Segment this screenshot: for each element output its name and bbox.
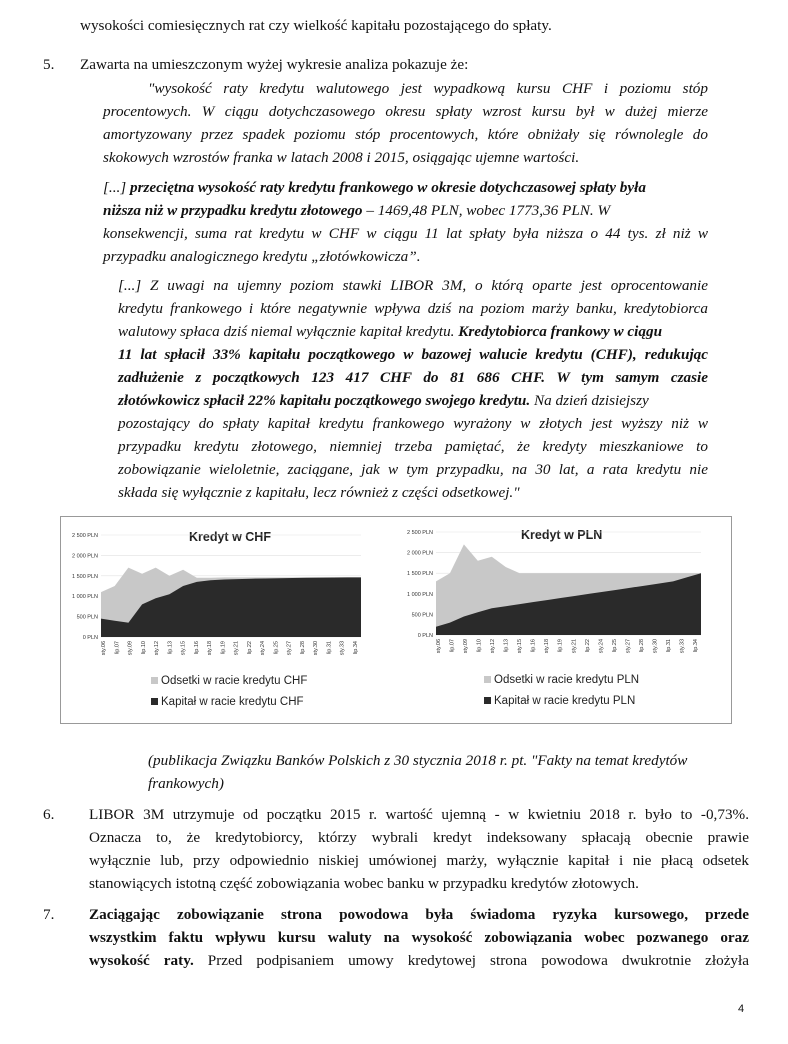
x-tick-label: sty.27 [286,641,293,656]
legend-swatch [484,676,491,683]
y-tick-label: 2 000 PLN [72,553,98,560]
source-citation: (publikacja Związku Banków Polskich z 30 stycznia 2018 r. pt. "Fakty na temat kredytów [148,752,688,769]
legend-label: Odsetki w racie kredytu PLN [494,674,640,686]
quote-line: procentowych. W ciągu dotychczasowego okresu spłaty wzrost kursu był w dużej mierze [103,103,708,120]
x-tick-label: lip.13 [503,639,510,653]
paragraph-intro: Zawarta na umieszczonym wyżej wykresie analiza pokazuje że: [80,56,469,73]
quote-line [103,202,610,220]
quote-line: 11 lat spłacił 33% kapitału początkowego w bazowej walucie kredytu (CHF), redukując [118,346,708,363]
paragraph-line: LIBOR 3M utrzymuje od początku 2015 r. wartość ujemną - w kwietniu 2018 r. było to -0,73%. [89,806,749,823]
quote-line: kredytu frankowego i które negatywnie wpływa dziś na poziom marży banku, kredytobiorca [118,300,708,317]
x-tick-label: sty.12 [490,639,497,654]
quote-text: Na dzień dzisiejszy [530,392,649,409]
x-tick-label: sty.06 [436,639,442,654]
y-tick-label: 1 500 PLN [407,571,433,578]
x-tick-label: sty.21 [571,639,578,654]
figure-charts [60,516,732,724]
legend-label: Kapitał w racie kredytu PLN [494,695,636,707]
text-line: wysokości comiesięcznych rat czy wielkość kapitału pozostającego do spłaty. [80,17,552,34]
chart-title: Kredyt w PLN [521,528,603,542]
quote-ellipsis: [...] [103,179,131,196]
y-tick-label: 0 PLN [417,633,433,639]
x-tick-label: lip.13 [167,641,174,655]
x-tick-label: sty.09 [127,641,134,656]
x-tick-label: sty.12 [154,641,161,656]
x-tick-label: lip.19 [557,639,564,653]
x-tick-label: sty.24 [260,641,267,656]
x-tick-label: lip.34 [353,641,359,655]
quote-line: pozostający do spłaty kapitał kredytu frankowego wyrażony w złotych jest wyższy niż w [118,415,708,432]
x-tick-label: lip.22 [584,639,591,653]
x-tick-label: sty.30 [313,641,320,656]
x-tick-label: sty.27 [625,639,632,654]
x-tick-label: sty.06 [101,641,107,656]
x-tick-label: lip.07 [114,641,121,655]
quote-text: – 1469,48 PLN, wobec 1773,36 PLN. W [362,202,611,219]
paragraph-line: Oznacza to, że kredytobiorcy, którzy wybrali kredyt indeksowany spłacają obecnie prawie [89,829,749,846]
x-tick-label: sty.33 [339,641,346,656]
legend-swatch [484,697,491,704]
quote-line: konsekwencji, suma rat kredytu w CHF w ciągu 11 lat spłaty była niższa o 44 tys. zł niż w [103,225,708,242]
legend-label: Kapitał w racie kredytu CHF [161,696,304,708]
x-tick-label: lip.25 [273,641,280,655]
page-number: 4 [738,1003,745,1015]
quote-emphasis: przeciętna wysokość raty kredytu frankowego w okresie dotychczasowej spłaty była [130,179,646,196]
x-tick-label: lip.34 [693,639,699,653]
x-tick-label: lip.16 [530,639,537,653]
paragraph-text: Przed podpisaniem umowy kredytowej strona powodowa dwukrotnie złożyła [193,952,749,969]
plot-area [72,533,361,655]
quote-line: zadłużenie z początkowych 123 417 CHF do 81 686 CHF. W tym samym czasie [118,369,708,386]
y-tick-label: 1 500 PLN [72,573,98,580]
legend-label: Odsetki w racie kredytu CHF [161,675,308,687]
x-tick-label: lip.19 [220,641,227,655]
plot-area [407,530,701,653]
x-tick-label: lip.25 [611,639,618,653]
quote-line [118,392,649,410]
quote-line: skokowych wzrostów franka w latach 2008 i 2015, osiągając ujemne wartości. [103,149,580,166]
quote-emphasis: złotówkowicz spłacił 22% kapitału początkowego swojego kredytu. [118,392,531,409]
paragraph-line: wszystkim faktu wpływu kursu waluty na wysokość zobowiązania wobec pozwanego oraz [89,929,749,946]
quote-line: amortyzowany przez spadek poziomu stóp procentowych, które obniżały się równolegle do [103,126,708,143]
x-tick-label: lip.28 [299,641,306,655]
paragraph-line: stanowiących istotną część zobowiązania wobec banku w przypadku kredytów złotowych. [89,875,639,892]
y-tick-label: 1 000 PLN [407,591,433,598]
legend-swatch [151,698,158,705]
chart-title: Kredyt w CHF [189,530,271,544]
y-tick-label: 2 500 PLN [72,533,98,539]
x-tick-label: sty.09 [463,639,470,654]
quote-line: "wysokość raty kredytu walutowego jest wypadkową kursu CHF i poziomu stóp [148,80,708,97]
x-tick-label: sty.18 [544,639,551,654]
chart-pln [396,517,731,723]
x-tick-label: lip.31 [326,641,333,655]
y-tick-label: 2 500 PLN [407,530,433,536]
x-tick-label: lip.07 [449,639,456,653]
quote-line: składa się wyłącznie z kapitału, lecz również z części odsetkowej." [118,484,520,501]
y-tick-label: 500 PLN [76,614,98,621]
x-tick-label: sty.30 [652,639,659,654]
x-tick-label: sty.15 [517,639,524,654]
x-tick-label: lip.10 [476,639,483,653]
paragraph-line: wyłącznie lub, przy odpowiednio niskiej umówionej marży, wyłącznie kapitał i nie płacą odsetek [89,852,749,869]
y-tick-label: 0 PLN [82,635,98,641]
y-tick-label: 2 000 PLN [407,550,433,557]
x-tick-label: sty.24 [598,639,605,654]
x-tick-label: sty.21 [233,641,240,656]
x-tick-label: lip.16 [193,641,200,655]
x-tick-label: sty.15 [180,641,187,656]
paragraph-number: 6. [43,806,55,823]
source-citation: frankowych) [148,775,224,792]
x-tick-label: lip.22 [246,641,253,655]
quote-line: [...] Z uwagi na ujemny poziom stawki LIBOR 3M, o którą oparte jest oprocentowanie [118,277,708,294]
x-tick-label: lip.10 [140,641,147,655]
x-tick-label: sty.18 [207,641,214,656]
y-tick-label: 1 000 PLN [72,594,98,601]
paragraph-number: 7. [43,906,55,923]
x-tick-label: sty.33 [679,639,686,654]
quote-line: przypadku kredytu złotowego, niemniej trzeba pamiętać, że kredyty mieszkaniowe to [118,438,708,455]
chart-chf [61,517,396,723]
quote-emphasis: Kredytobiorca frankowy w ciągu [458,323,663,340]
quote-line [118,323,662,341]
paragraph-line: Zaciągając zobowiązanie strona powodowa była świadoma ryzyka kursowego, przede [89,906,749,923]
quote-text: walutowy spłaca dziś niemal wyłącznie kapitał kredytu. [118,323,459,340]
paragraph-emphasis: wysokość raty. [89,952,194,969]
quote-line: przypadku analogicznego kredytu „złotówkowicza”. [103,248,421,265]
quote-line [103,179,708,197]
legend-swatch [151,677,158,684]
x-tick-label: lip.31 [665,639,672,653]
paragraph-line [89,952,749,970]
paragraph-number: 5. [43,56,55,73]
y-tick-label: 500 PLN [411,612,433,619]
quote-emphasis: niższa niż w przypadku kredytu złotowego [103,202,363,219]
x-tick-label: lip.28 [638,639,645,653]
quote-line: zobowiązanie wieloletnie, zaciągane, jak w tym przypadku, na 30 lat, a rata kredytu nie [118,461,708,478]
